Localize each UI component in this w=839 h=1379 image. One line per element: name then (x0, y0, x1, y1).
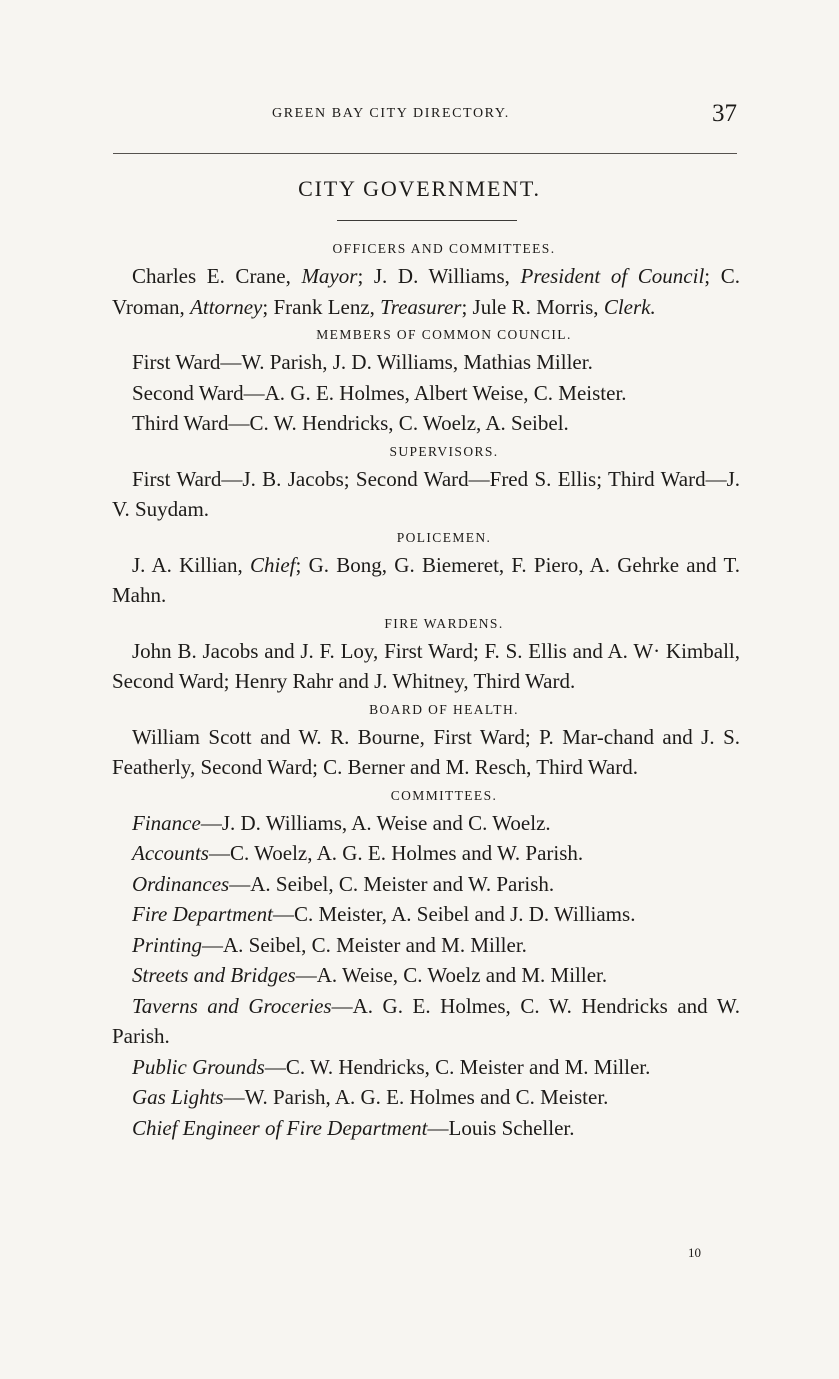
committee-members: —J. D. Williams, A. Weise and C. Woelz. (200, 810, 551, 835)
committee-members: —A. Seibel, C. Meister and W. Parish. (229, 871, 555, 896)
committee-item (112, 808, 740, 839)
role-italic: Clerk. (603, 294, 656, 319)
role-italic: Mayor (301, 264, 358, 288)
committee-list (112, 808, 740, 1144)
board-of-health-paragraph: William Scott and W. R. Bourne, First Ward; P. Mar-chand and J. S. Featherly, Second Ward; C. Berner and M. Resch, Third Ward. (112, 724, 740, 779)
committee-members: —C. Meister, A. Seibel and J. D. Williams. (272, 902, 636, 926)
council-ward-third: Third Ward—C. W. Hendricks, C. Woelz, A. Seibel. (132, 411, 569, 435)
council-ward-first: First Ward—W. Parish, J. D. Williams, Mathias Miller. (132, 350, 593, 374)
fire-wardens-paragraph: John B. Jacobs and J. F. Loy, First Ward; F. S. Ellis and A. W· Kimball, Second Ward; Henry Rahr and J. Whitney, Third Ward. (112, 638, 740, 693)
committee-name: Public Grounds (132, 1054, 265, 1079)
section-heading-committees: COMMITTEES. (390, 787, 498, 803)
committee-members: —Louis Scheller. (427, 1115, 575, 1140)
committee-name: Accounts (132, 841, 209, 865)
text-run: ; Frank Lenz, (262, 294, 381, 319)
text-run: ; Jule R. Morris, (461, 294, 604, 319)
council-ward-second: Second Ward—A. G. E. Holmes, Albert Weise, C. Meister. (132, 380, 627, 405)
text-run: Charles E. Crane, (132, 264, 302, 288)
section-heading-policemen: POLICEMEN. (396, 529, 492, 545)
committee-item (112, 930, 740, 961)
committee-item (112, 1113, 740, 1144)
committee-item (112, 1082, 740, 1113)
committee-item (112, 869, 740, 900)
committee-name: Gas Lights (132, 1085, 224, 1109)
committee-item (112, 991, 740, 1052)
committee-members: —W. Parish, A. G. E. Holmes and C. Meister. (223, 1085, 609, 1109)
committee-name: Chief Engineer of Fire Department (132, 1115, 428, 1140)
text-run: ; J. D. Williams, (357, 264, 521, 288)
signature-mark: 10 (688, 1245, 701, 1260)
header-rule (113, 153, 737, 154)
role-italic: Attorney (190, 294, 263, 319)
committee-members: —A. Weise, C. Woelz and M. Miller. (295, 963, 608, 987)
section-heading-board-of-health: BOARD OF HEALTH. (369, 701, 519, 717)
text-run: J. A. Killian, (132, 552, 251, 577)
committee-name: Taverns and Groceries (132, 993, 332, 1018)
committee-name: Ordinances (132, 871, 230, 896)
committee-members: —A. G. E. Holmes, C. W. Hendricks and W. Parish. (112, 993, 740, 1048)
text-run: ; C. Vroman, (112, 264, 740, 319)
committee-item (112, 1052, 740, 1083)
page-number: 37 (712, 100, 737, 127)
committee-members: —A. Seibel, C. Meister and M. Miller. (202, 932, 527, 957)
section-heading-supervisors: SUPERVISORS. (389, 443, 499, 459)
committee-name: Fire Department (132, 902, 273, 926)
role-italic: Treasurer (380, 294, 462, 319)
role-italic: Chief (250, 552, 296, 577)
running-head: GREEN BAY CITY DIRECTORY. (272, 106, 510, 121)
committee-name: Printing (132, 932, 203, 957)
committee-item (112, 899, 740, 930)
page-title: CITY GOVERNMENT. (298, 176, 541, 201)
section-heading-fire-wardens: FIRE WARDENS. (384, 615, 504, 631)
committee-item (112, 960, 740, 991)
policemen-paragraph (112, 550, 740, 611)
officers-paragraph (112, 261, 740, 322)
role-italic: President of Council (520, 264, 705, 288)
committee-name: Finance (132, 810, 201, 835)
section-heading-council: MEMBERS OF COMMON COUNCIL. (316, 327, 572, 342)
committee-members: —C. Woelz, A. G. E. Holmes and W. Parish. (208, 841, 584, 865)
committee-item (112, 838, 740, 869)
section-heading-officers: OFFICERS AND COMMITTEES. (332, 241, 556, 256)
body-text (112, 234, 740, 1143)
supervisors-paragraph: First Ward—J. B. Jacobs; Second Ward—Fred S. Ellis; Third Ward—J. V. Suydam. (112, 466, 740, 521)
committee-name: Streets and Bridges (132, 963, 296, 987)
committee-members: —C. W. Hendricks, C. Meister and M. Miller. (264, 1054, 651, 1079)
text-run: ; G. Bong, G. Biemeret, F. Piero, A. Gehrke and T. Mahn. (112, 552, 740, 607)
title-rule (337, 220, 517, 221)
